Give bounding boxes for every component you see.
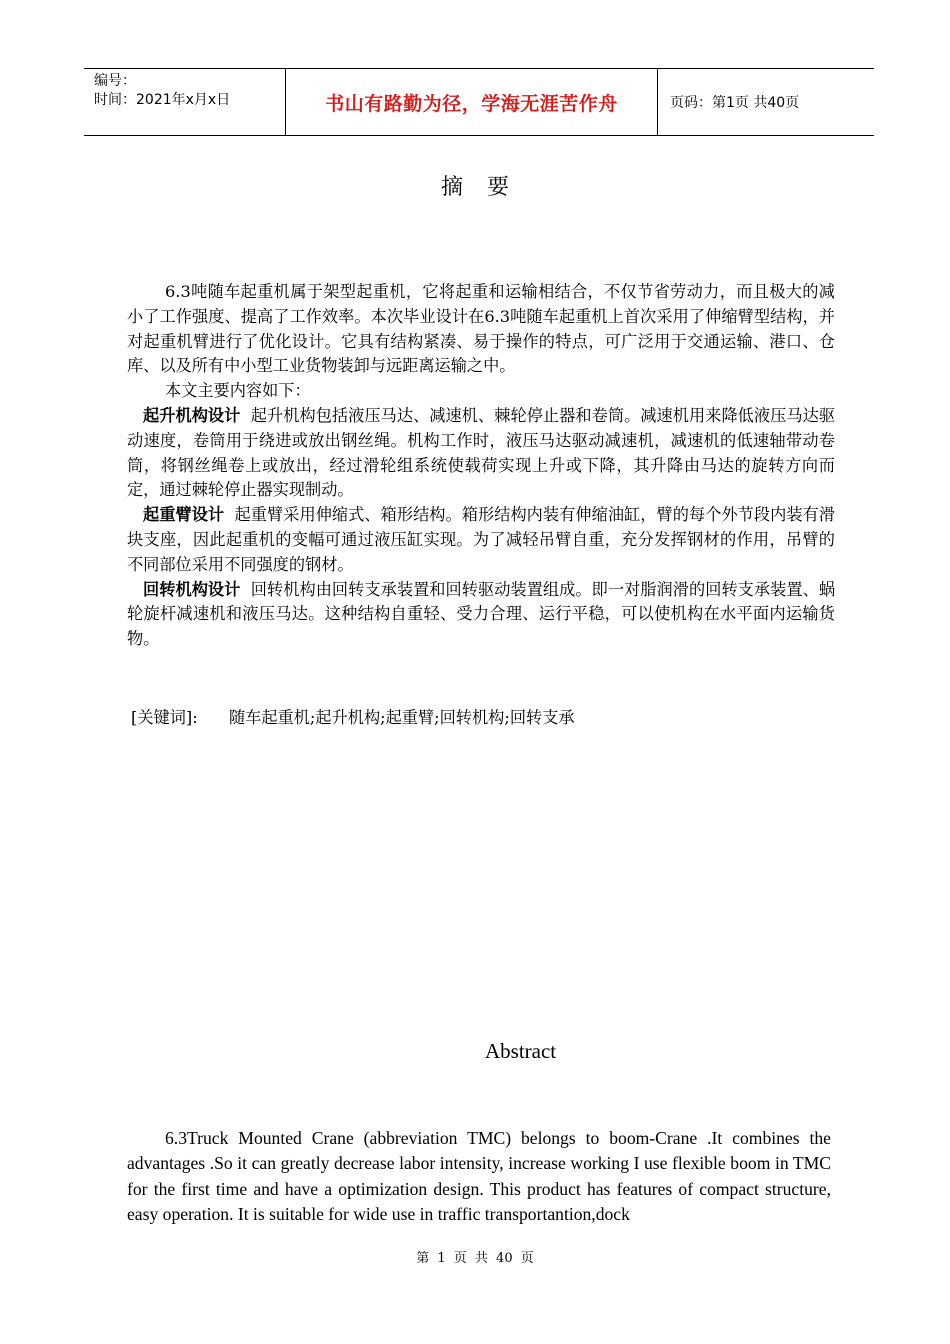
chinese-title: 摘要	[440, 175, 533, 200]
header-page-info	[658, 69, 874, 135]
page-header	[84, 68, 874, 136]
keywords-value: 随车起重机;起升机构;起重臂;回转机构;回转支承	[229, 708, 575, 727]
english-title: Abstract	[485, 1039, 557, 1063]
english-abstract	[127, 1126, 831, 1227]
section-title: 起升机构设计	[143, 405, 241, 425]
section-boom	[127, 503, 835, 577]
english-abstract-paragraph: 6.3Truck Mounted Crane (abbreviation TMC) belongs to boom-Crane .It combines the advantages .So it can greatly decrease labor intensity, increase working I use flexible boom in TMC for the first time and have a optimization design. This product has features of compact structure, easy operation. It is suitable for wide use in traffic transportantion,dock	[127, 1128, 831, 1224]
number-label: 编号：	[94, 73, 136, 89]
contents-intro: 本文主要内容如下：	[165, 381, 311, 401]
section-text: 回转机构由回转支承装置和回转驱动装置组成。即一对脂润滑的回转支承装置、蜗轮旋杆减速机和液压马达。这种结构自重轻、受力合理、运行平稳，可以使机构在水平面内运输货物。	[127, 579, 836, 649]
keywords-label: [关键词]:	[131, 708, 198, 727]
chinese-abstract	[127, 280, 835, 652]
page-footer: 第 1 页 共 40 页	[416, 1251, 534, 1266]
keywords	[131, 704, 575, 728]
motto: 书山有路勤为径，学海无涯苦作舟	[325, 92, 618, 115]
page-info: 页码：第1页 共40页	[670, 95, 800, 111]
intro-paragraph: 6.3吨随车起重机属于架型起重机，它将起重和运输相结合，不仅节省劳动力，而且极大的减小了工作强度、提高了工作效率。本次毕业设计在6.3吨随车起重机上首次采用了伸缩臂型结构，并对起重机臂进行了优化设计。它具有结构紧凑、易于操作的特点，可广泛用于交通运输、港口、仓库、以及所有中小型工业货物装卸与远距离运输之中。	[127, 282, 835, 376]
section-title: 起重臂设计	[143, 505, 225, 525]
section-text: 起升机构包括液压马达、减速机、棘轮停止器和卷筒。减速机用来降低液压马达驱动速度，卷筒用于绕进或放出钢丝绳。机构工作时，液压马达驱动减速机，减速机的低速轴带动卷筒，将钢丝绳卷上或放出，经过滑轮组系统使载荷实现上升或下降，其升降由马达的旋转方向而定，通过棘轮停止器实现制动。	[127, 405, 836, 500]
time-label: 时间：2021年x月x日	[94, 92, 231, 108]
section-hoisting	[127, 404, 835, 503]
section-title: 回转机构设计	[143, 579, 241, 599]
header-meta	[84, 69, 286, 135]
section-text: 起重臂采用伸缩式、箱形结构。箱形结构内装有伸缩油缸，臂的每个外节段内装有滑块支座，因此起重机的变幅可通过液压缸实现。为了减轻吊臂自重，充分发挥钢材的作用，吊臂的不同部位采用不同强度的钢材。	[127, 505, 836, 574]
header-motto-cell	[286, 69, 658, 135]
section-slewing	[127, 578, 835, 652]
